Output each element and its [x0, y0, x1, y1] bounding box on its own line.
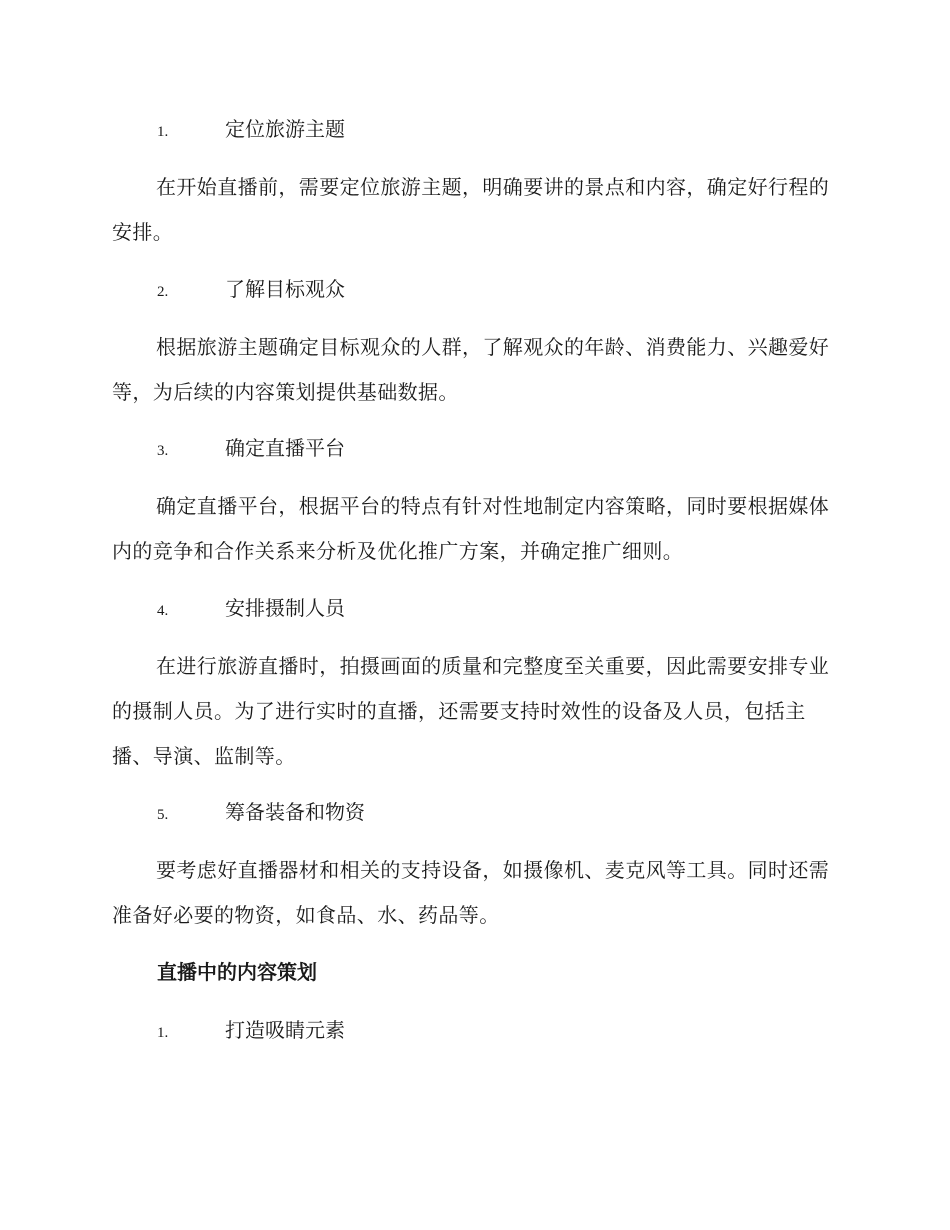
paragraph: 要考虑好直播器材和相关的支持设备，如摄像机、麦克风等工具。同时还需准备好必要的物资，如食品、水、药品等。 — [112, 858, 830, 927]
list-heading-text: 筹备装备和物资 — [225, 800, 365, 824]
list-heading-text: 打造吸睛元素 — [225, 1018, 345, 1042]
paragraph: 在开始直播前，需要定位旅游主题，明确要讲的景点和内容，确定好行程的安排。 — [112, 175, 830, 244]
list-number: 3. — [157, 443, 169, 459]
list-heading-text: 定位旅游主题 — [225, 117, 345, 141]
section-heading: 直播中的内容策划 — [157, 960, 317, 984]
list-heading-3 — [157, 433, 345, 463]
list-number: 1. — [157, 124, 169, 140]
list-heading-4 — [157, 593, 345, 623]
paragraph: 在进行旅游直播时，拍摄画面的质量和完整度至关重要，因此需要安排专业的摄制人员。为了进行实时的直播，还需要支持时效性的设备及人员，包括主播、导演、监制等。 — [112, 654, 830, 768]
list-heading-5 — [157, 797, 365, 827]
list-heading-2 — [157, 274, 345, 304]
list-heading-text: 确定直播平台 — [225, 436, 345, 460]
paragraph: 确定直播平台，根据平台的特点有针对性地制定内容策略，同时要根据媒体内的竞争和合作关系来分析及优化推广方案，并确定推广细则。 — [112, 494, 830, 563]
list-heading-text: 了解目标观众 — [225, 277, 345, 301]
list-heading-next — [157, 1015, 345, 1045]
list-number: 4. — [157, 603, 169, 619]
list-heading-1 — [157, 114, 345, 144]
list-heading-text: 安排摄制人员 — [225, 596, 345, 620]
list-number: 5. — [157, 807, 169, 823]
list-number: 2. — [157, 284, 169, 300]
paragraph: 根据旅游主题确定目标观众的人群，了解观众的年龄、消费能力、兴趣爱好等，为后续的内容策划提供基础数据。 — [112, 335, 830, 404]
list-number: 1. — [157, 1025, 169, 1041]
